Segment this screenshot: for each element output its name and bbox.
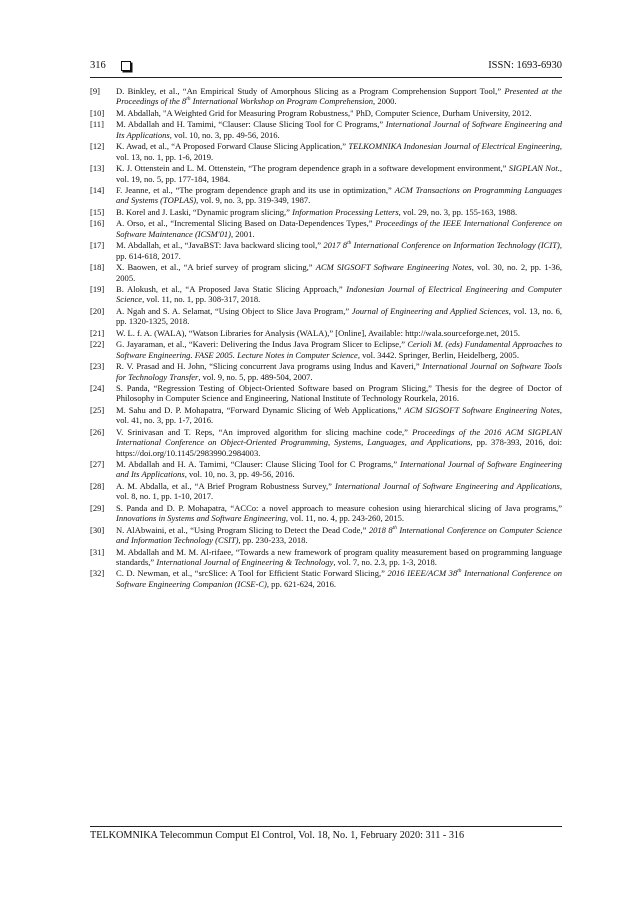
reference-italic-text: Innovations in Systems and Software Engineering bbox=[116, 513, 286, 524]
reference-number: [23] bbox=[90, 361, 105, 372]
reference-entry bbox=[90, 185, 562, 206]
reference-number: [28] bbox=[90, 480, 105, 491]
reference-number: [27] bbox=[90, 459, 105, 470]
reference-entry bbox=[90, 163, 562, 184]
reference-italic-text: International Journal on Software Tools for Technology Transfer bbox=[116, 361, 562, 382]
reference-italic-text: Journal of Engineering and Applied Sciences bbox=[351, 305, 509, 316]
reference-italic-text: Presented at the Proceedings of the 8 bbox=[116, 86, 562, 107]
square-bullet-icon bbox=[121, 61, 131, 71]
reference-italic-text: 2018 8 bbox=[368, 524, 393, 535]
reference-number: [31] bbox=[90, 546, 105, 557]
reference-number: [11] bbox=[90, 119, 104, 130]
reference-italic-text: International Journal of Software Engineering and Its Applications bbox=[116, 119, 562, 140]
reference-entry bbox=[90, 119, 562, 140]
reference-text: , vol. 9, no. 3, pp. 319-349, 1987. bbox=[196, 195, 311, 206]
reference-text: X. Baowen, et al., “A brief survey of program slicing,” bbox=[116, 262, 316, 273]
reference-text: , pp. 378-393, 2016, doi: https://doi.org/10.1145/2983990.2984003. bbox=[116, 437, 562, 458]
reference-text: V. Srinivasan and T. Reps, “An improved algorithm for slicing machine code,” bbox=[116, 426, 413, 437]
reference-number: [32] bbox=[90, 568, 105, 579]
reference-number: [18] bbox=[90, 262, 105, 273]
reference-entry bbox=[90, 503, 562, 524]
reference-text: A. M. Abdalla, et al., “A Brief Program Robustness Survey,” bbox=[116, 480, 335, 491]
reference-entry bbox=[90, 108, 562, 118]
reference-text: A. Ngah and S. A. Selamat, “Using Object to Slice Java Program,” bbox=[116, 305, 352, 316]
reference-number: [10] bbox=[90, 107, 105, 118]
reference-italic-text: International Journal of Engineering & Technology bbox=[156, 556, 334, 567]
reference-text: , vol. 10, no. 3, pp. 49-56, 2016. bbox=[184, 469, 295, 480]
reference-text: , vol. 9, no. 5, pp. 489-504, 2007. bbox=[198, 371, 313, 382]
reference-number: [9] bbox=[90, 86, 100, 96]
reference-number: [12] bbox=[90, 141, 105, 152]
footer-rule bbox=[90, 826, 562, 827]
reference-text: K. Awad, et al., “A Proposed Forward Clause Slicing Application,” bbox=[116, 141, 349, 152]
page-number: 316 bbox=[90, 60, 106, 71]
reference-text: , vol. 3442. Springer, Berlin, Heidelberg, 2005. bbox=[357, 349, 519, 360]
reference-text: , vol. 8, no. 1, pp. 1-10, 2017. bbox=[116, 480, 563, 502]
reference-italic-text: ACM Transactions on Programming Languages and Systems (TOPLAS) bbox=[116, 185, 563, 206]
reference-text: G. Jayaraman, et al., “Kaveri: Delivering the Indus Java Program Slicer to Eclipse,” bbox=[116, 339, 408, 350]
reference-text: F. Jeanne, et al., “The program dependence graph and its use in optimization,” bbox=[116, 185, 395, 196]
reference-number: [20] bbox=[90, 305, 105, 316]
reference-text: , pp. 621-624, 2016. bbox=[266, 578, 336, 589]
reference-entry bbox=[90, 86, 562, 107]
reference-italic-text: International Workshop on Program Comprehension bbox=[190, 96, 374, 107]
reference-italic-text: th bbox=[392, 524, 397, 531]
reference-entry bbox=[90, 547, 562, 568]
reference-list bbox=[90, 86, 562, 590]
reference-italic-text: 2016 IEEE/ACM 38 bbox=[387, 568, 458, 579]
reference-entry bbox=[90, 306, 562, 327]
reference-entry bbox=[90, 405, 562, 426]
reference-text: B. Alokush, et al., “A Proposed Java Static Slicing Approach,” bbox=[116, 284, 347, 295]
reference-number: [16] bbox=[90, 218, 105, 229]
reference-italic-text: Information Processing Letters bbox=[292, 206, 399, 217]
reference-text: M. Sahu and D. P. Mohapatra, “Forward Dynamic Slicing of Web Applications,” bbox=[116, 404, 405, 415]
reference-italic-text: SIGPLAN Not. bbox=[508, 163, 560, 174]
reference-italic-text: th bbox=[457, 568, 462, 575]
reference-entry bbox=[90, 481, 562, 502]
reference-text: R. V. Prasad and H. John, “Slicing concurrent Java programs using Indus and Kaveri,” bbox=[116, 361, 423, 372]
reference-number: [30] bbox=[90, 524, 105, 535]
reference-entry bbox=[90, 525, 562, 546]
reference-text: , vol. 41, no. 3, pp. 1-7, 2016. bbox=[116, 404, 562, 426]
reference-entry bbox=[90, 240, 562, 261]
reference-text: , vol. 29, no. 3, pp. 155-163, 1988. bbox=[398, 206, 518, 217]
issn-label: ISSN: 1693-6930 bbox=[488, 60, 562, 71]
reference-text: , vol. 30, no. 2, pp. 1-36, 2005. bbox=[116, 262, 563, 283]
reference-italic-text: Indonesian Journal of Electrical Engineering and Computer Science bbox=[116, 284, 562, 305]
reference-italic-text: International Journal of Software Engineering and Applications bbox=[334, 480, 560, 491]
reference-entry bbox=[90, 218, 562, 239]
reference-text: M. Abdallah and H. A. Tamimi, “Clauser: Clause Slicing Tool for C Programs,” bbox=[116, 459, 400, 470]
reference-text: K. J. Ottenstein and L. M. Ottenstein, “The program dependence graph in a software development environment,” bbox=[116, 163, 509, 174]
reference-text: , pp. 614-618, 2017. bbox=[116, 240, 562, 261]
reference-italic-text: Cerioli M. (eds) Fundamental Approaches to Software Engineering. FASE 2005. Lecture Notes in Computer Science bbox=[116, 339, 562, 360]
reference-text: S. Panda, “Regression Testing of Object-Oriented Software based on Program Slicing,” Thesis for the degree of Doctor of Philosophy in Computer Science and Engineering, National Institute of Technology Rourkela, 2016. bbox=[116, 383, 562, 404]
reference-entry bbox=[90, 459, 562, 480]
reference-entry bbox=[90, 568, 562, 589]
reference-entry bbox=[90, 361, 562, 382]
reference-text: S. Panda and D. P. Mohapatra, “ACCo: a novel approach to measure cohesion using hierarchical slicing of Java programs,” bbox=[116, 502, 562, 513]
reference-entry bbox=[90, 207, 562, 217]
page-header bbox=[90, 60, 562, 78]
reference-entry bbox=[90, 427, 562, 458]
reference-entry bbox=[90, 339, 562, 360]
reference-text: A. Orso, et al., “Incremental Slicing Based on Data-Dependences Types,” bbox=[116, 218, 376, 229]
reference-text: , vol. 11, no. 1, pp. 308-317, 2018. bbox=[142, 294, 261, 305]
reference-text: N. AlAbwaini, et al., “Using Program Slicing to Detect the Dead Code,” bbox=[116, 524, 369, 535]
reference-number: [14] bbox=[90, 185, 105, 196]
reference-text: M. Abdallah and H. Tamimi, “Clauser: Clause Slicing Tool for C Programs,” bbox=[116, 119, 386, 130]
reference-italic-text: Proceedings of the 2016 ACM SIGPLAN International Conference on Object-Oriented Programming, Systems, Languages, and Applications bbox=[116, 426, 562, 448]
reference-text: , vol. 13, no. 1, pp. 1-6, 2019. bbox=[116, 141, 562, 162]
reference-number: [29] bbox=[90, 502, 105, 513]
reference-text: , vol. 7, no. 2.3, pp. 1-3, 2018. bbox=[333, 556, 437, 567]
reference-italic-text: TELKOMNIKA Indonesian Journal of Electrical Engineering bbox=[348, 141, 560, 152]
reference-number: [15] bbox=[90, 206, 105, 217]
reference-text: D. Binkley, et al., “An Empirical Study of Amorphous Slicing as a Program Comprehension Support Tool,” bbox=[116, 86, 505, 96]
reference-italic-text: th bbox=[347, 240, 352, 247]
reference-text: , 2001. bbox=[230, 228, 255, 239]
reference-number: [21] bbox=[90, 327, 105, 338]
reference-text: , pp. 230-233, 2018. bbox=[238, 535, 308, 546]
reference-number: [17] bbox=[90, 240, 105, 251]
reference-text: W. L. f. A. (WALA), “Watson Libraries for Analysis (WALA),” [Online], Available: http://wala.sourceforge.net, 2015. bbox=[116, 327, 521, 338]
reference-entry bbox=[90, 328, 562, 338]
reference-italic-text: Proceedings of the IEEE International Conference on Software Maintenance (ICSM'01) bbox=[116, 218, 562, 239]
reference-text: , vol. 11, no. 4, pp. 243-260, 2015. bbox=[285, 513, 405, 524]
reference-number: [22] bbox=[90, 339, 105, 350]
reference-text: M. Abdallah, "A Weighted Grid for Measuring Program Robustness," PhD, Computer Science, Durham University, 2012. bbox=[116, 107, 532, 118]
reference-text: , vol. 19, no. 5, pp. 177-184, 1984. bbox=[116, 163, 562, 184]
reference-entry bbox=[90, 262, 562, 283]
page-footer: TELKOMNIKA Telecommun Comput El Control, Vol. 18, No. 1, February 2020: 311 - 316 bbox=[90, 830, 465, 841]
reference-text: M. Abdallah, et al., “JavaBST: Java backward slicing tool,” bbox=[116, 240, 324, 251]
reference-number: [19] bbox=[90, 284, 105, 295]
reference-italic-text: International Conference on Software Engineering Companion (ICSE-C) bbox=[116, 568, 563, 589]
reference-italic-text: 2017 8 bbox=[323, 240, 348, 251]
reference-italic-text: International Conference on Information Technology (ICIT) bbox=[351, 240, 560, 251]
reference-entry bbox=[90, 383, 562, 404]
reference-italic-text: International Journal of Software Engineering and Its Applications bbox=[116, 459, 562, 480]
reference-text: C. D. Newman, et al., “srcSlice: A Tool for Efficient Static Forward Slicing,” bbox=[116, 568, 388, 579]
reference-entry bbox=[90, 141, 562, 162]
reference-number: [24] bbox=[90, 383, 105, 394]
reference-italic-text: ACM SIGSOFT Software Engineering Notes bbox=[404, 404, 560, 415]
reference-number: [26] bbox=[90, 426, 105, 437]
reference-text: B. Korel and J. Laski, “Dynamic program slicing,” bbox=[116, 206, 293, 217]
reference-number: [25] bbox=[90, 404, 105, 415]
reference-italic-text: International Conference on Computer Science and Information Technology (CSIT) bbox=[116, 524, 563, 546]
header-rule bbox=[90, 77, 562, 78]
reference-italic-text: th bbox=[186, 96, 191, 103]
reference-entry bbox=[90, 284, 562, 305]
reference-italic-text: ACM SIGSOFT Software Engineering Notes bbox=[315, 262, 472, 273]
reference-text: , 2000. bbox=[373, 96, 397, 107]
reference-text: , vol. 13, no. 6, pp. 1320-1325, 2018. bbox=[116, 305, 563, 327]
reference-text: , vol. 10, no. 3, pp. 49-56, 2016. bbox=[169, 129, 280, 140]
reference-text: M. Abdallah and M. M. Al-rifaee, “Towards a new framework of program quality measurement based on programming language standards,” bbox=[116, 546, 562, 567]
reference-number: [13] bbox=[90, 163, 105, 174]
